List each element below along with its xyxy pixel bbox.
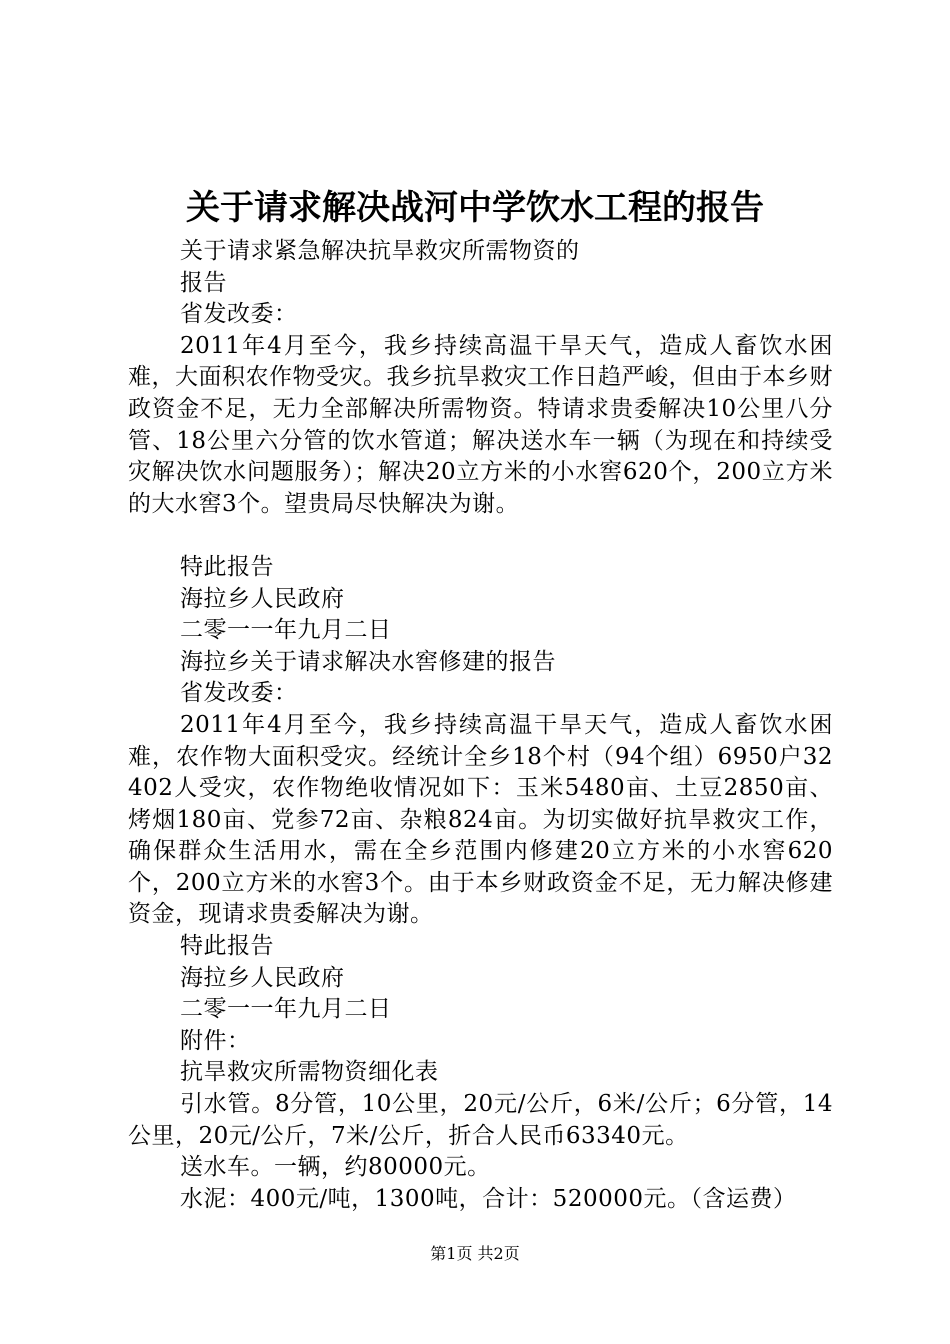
document-body [128,236,833,1215]
section1-paragraph: 2011年4月至今，我乡持续高温干旱天气，造成人畜饮水困难，大面积农作物受灾。我乡抗旱救灾工作日趋严峻，但由于本乡财政资金不足，无力全部解决所需物资。特请求贵委解决10公里八分管、18公里六分管的饮水管道；解决送水车一辆（为现在和持续受灾解决饮水问题服务）；解决20立方米的小水窖620个，200立方米的大水窖3个。望贵局尽快解决为谢。 [128,332,833,517]
section1-subtitle-line2: 报告 [180,269,227,296]
page-footer: 第1页 共2页 [430,1244,520,1263]
section1-closing: 特此报告 [180,553,274,580]
section2-salutation: 省发改委： [180,680,298,707]
section2-signatory: 海拉乡人民政府 [180,964,345,991]
section1-date: 二零一一年九月二日 [180,617,392,644]
attachment-item-cement: 水泥：400元/吨，1300吨，合计：520000元。（含运费） [180,1185,797,1212]
attachment-table-title: 抗旱救灾所需物资细化表 [180,1059,439,1086]
attachment-item-truck: 送水车。一辆，约80000元。 [180,1154,491,1181]
blank-line [128,520,833,552]
section1-salutation: 省发改委： [180,301,298,328]
section2-paragraph: 2011年4月至今，我乡持续高温干旱天气，造成人畜饮水困难，农作物大面积受灾。经统计全乡18个村（94个组）6950户32402人受灾，农作物绝收情况如下：玉米5480亩、土豆2850亩、烤烟180亩、党参72亩、杂粮824亩。为切实做好抗旱救灾工作，确保群众生活用水，需在全乡范围内修建20立方米的小水窖620个，200立方米的水窖3个。由于本乡财政资金不足，无力解决修建资金，现请求贵委解决为谢。 [128,711,833,928]
section1-signatory: 海拉乡人民政府 [180,585,345,612]
attachment-label: 附件： [180,1027,251,1054]
section1-subtitle-line1: 关于请求紧急解决抗旱救灾所需物资的 [180,238,580,264]
section2-subtitle: 海拉乡关于请求解决水窖修建的报告 [180,648,556,675]
attachment-item-pipes: 引水管。8分管，10公里，20元/公斤，6米/公斤；6分管，14公里，20元/公斤，7米/公斤，折合人民币63340元。 [128,1091,833,1149]
section2-date: 二零一一年九月二日 [180,996,392,1023]
document-title: 关于请求解决战河中学饮水工程的报告 [186,188,764,228]
section2-closing: 特此报告 [180,933,274,960]
